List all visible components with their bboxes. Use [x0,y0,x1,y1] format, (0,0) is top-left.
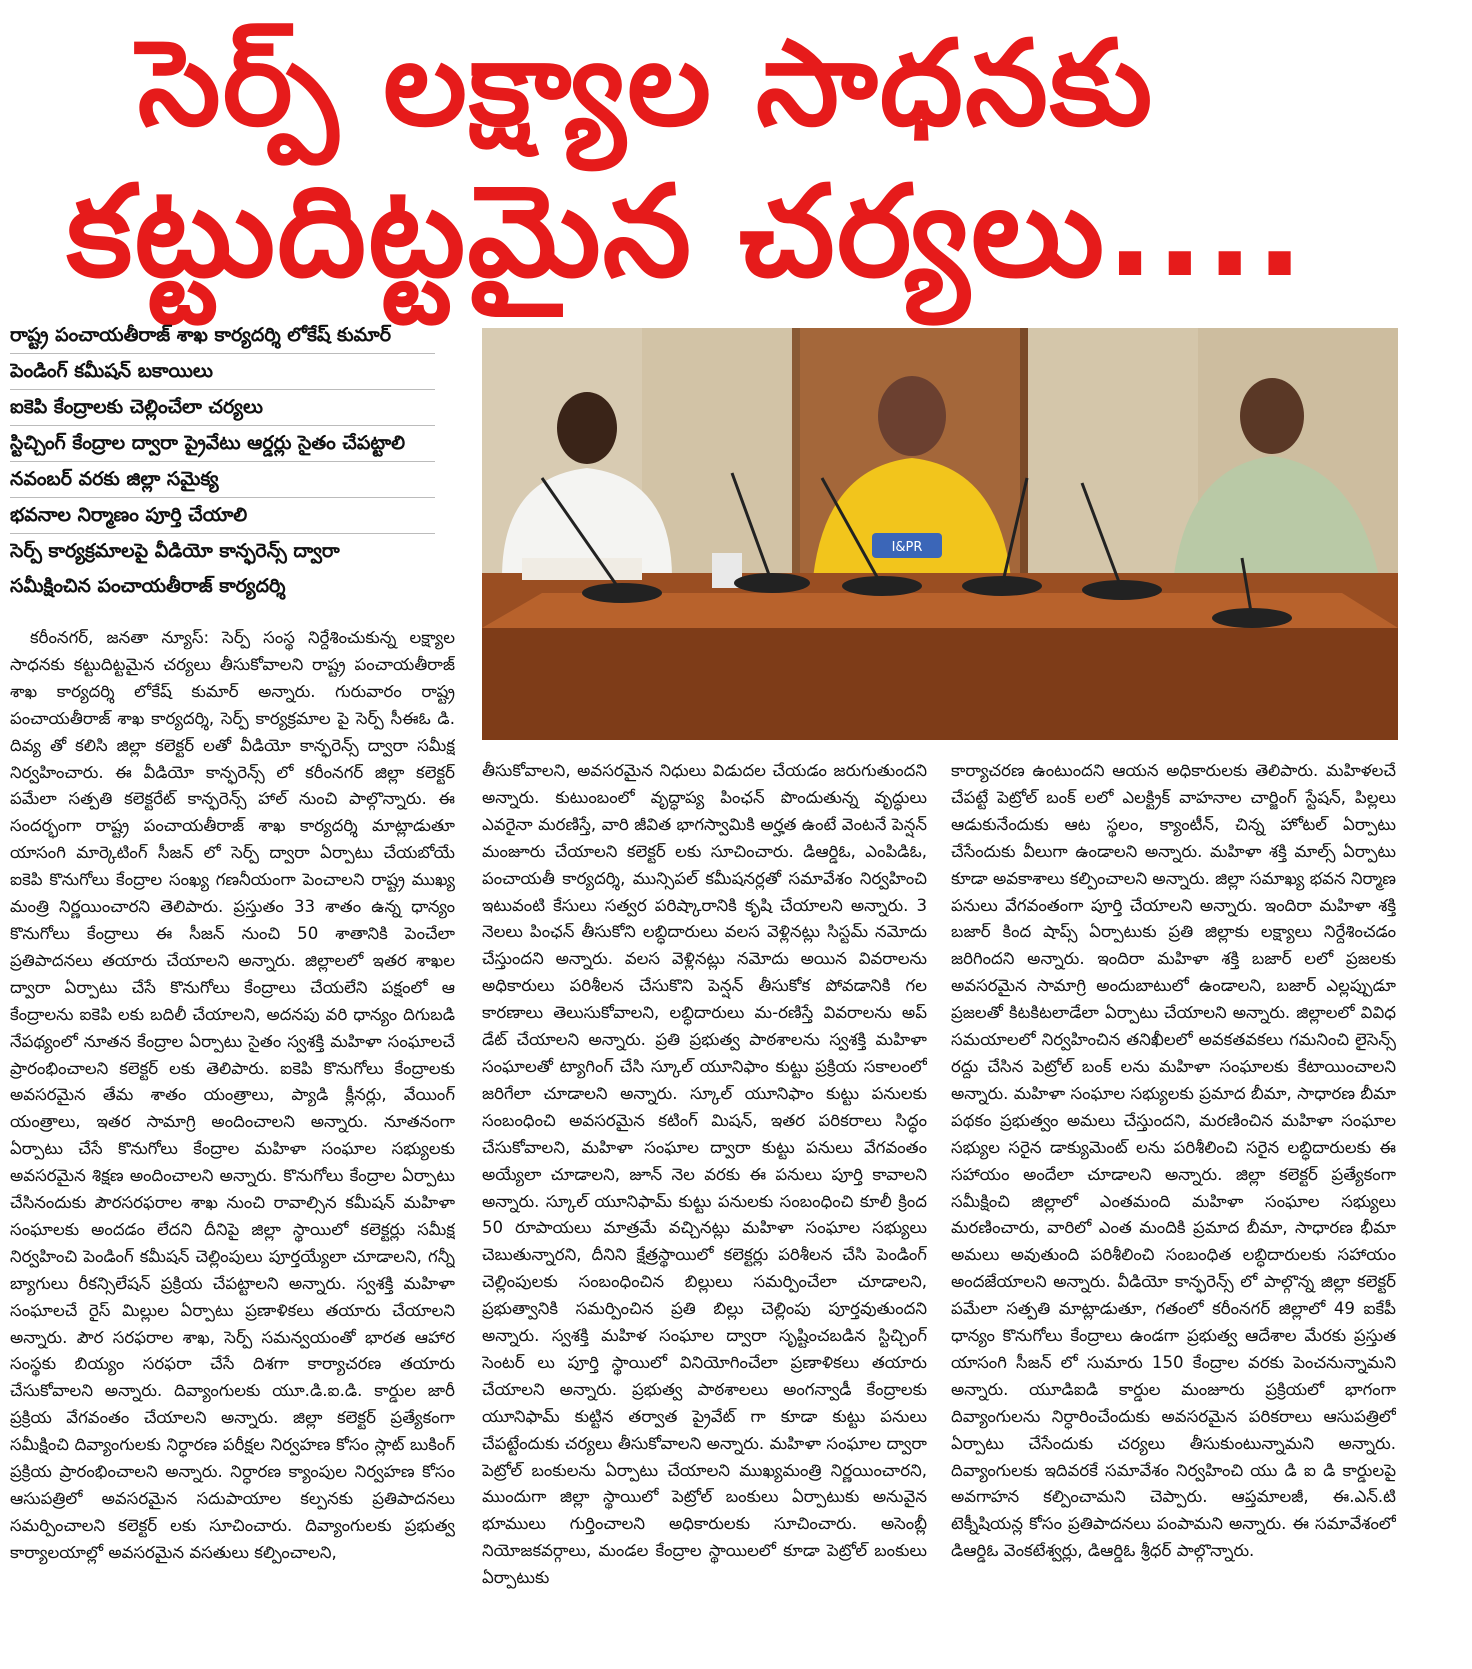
highlight-item: పెండింగ్ కమీషన్ బకాయిలు [10,354,435,390]
highlight-item: స్టిచ్చింగ్ కేంద్రాల ద్వారా ప్రైవేటు ఆర్డర్లు సైతం చేపట్టాలి [10,426,435,462]
headline-line-2: కట్టుదిట్టమైన చర్యలు.... [66,158,1306,305]
meeting-photo-illustration [482,328,1398,740]
ipr-badge: I&PR [891,540,923,555]
article-column-3: కార్యాచరణ ఉంటుందని ఆయన అధికారులకు తెలిపారు. మహిళలచే చేపట్టే పెట్రోల్ బంక్ లలో ఎలక్ట్రిక్ వాహనాల చార్జింగ్ స్టేషన్, పిల్లలు ఆడుకునేందుకు ఆట స్థలం, క్యాంటీన్, చిన్న హోటల్ ఏర్పాటు చేసేందుకు వీలుగా ఉండాలని అన్నారు. మహిళా శక్తి మాల్స్ ఏర్పాటు కూడా అవకాశాలు కల్పించాలని అన్నారు. జిల్లా సమాఖ్య భవన నిర్మాణ పనులు వేగవంతంగా పూర్తి చేయాలని అన్నారు. ఇందిరా మహిళా శక్తి బజార్ కింద షాప్స్ ఏర్పాటుకు ప్రతి జిల్లాకు లక్ష్యాలు నిర్దేశించడం జరిగిందని అన్నారు. ఇందిరా మహిళా శక్తి బజార్ లలో ప్రజలకు అవసరమైన సామాగ్రి అందుబాటులో ఉండాలని, బజార్ ఎల్లప్పుడూ ప్రజలతో కిటకిటలాడేలా ఏర్పాటు చేయాలని అన్నారు. జిల్లాలలో వివిధ సమయాలలో నిర్వహించిన తనిఖీలలో అవకతవకలు గమనించి లైసెన్స్ రద్దు చేసిన పెట్రోల్ బంక్ లను మహిళా సంఘాలకు కేటాయించాలని అన్నారు. మహిళా సంఘాల సభ్యులకు ప్రమాద బీమా, సాధారణ బీమా పథకం ప్రభుత్వం అమలు చేస్తుందని, మరణించిన మహిళా సంఘాల సభ్యుల సరైన డాక్యుమెంట్ లను పరిశీలించి సరైన లబ్ధిదారులకు ఈ సహాయం అందేలా చూడాలని అన్నారు. జిల్లా కలెక్టర్ ప్రత్యేకంగా సమీక్షించి జిల్లాలో ఎంతమంది మహిళా సంఘాల సభ్యులు మరణించారు, వారిలో ఎంత మందికి ప్రమాద బీమా, సాధారణ భీమా అమలు అవుతుంది పరిశీలించి సంబంధిత లబ్ధిదారులకు సహాయం అందజేయాలని అన్నారు. వీడియో కాన్ఫరెన్స్ లో పాల్గొన్న జిల్లా కలెక్టర్ పమేలా సత్పతి మాట్లాడుతూ, గతంలో కరీంనగర్ జిల్లాలో 49 ఐకేపీ ధాన్యం కొనుగోలు కేంద్రాలు ఉండగా ప్రభుత్వ ఆదేశాల మేరకు ప్రస్తుత యాసంగి సీజన్ లో సుమారు 150 కేంద్రాల వరకు పెంచనున్నామని అన్నారు. యూడిఐడి కార్డుల మంజూరు ప్రక్రియలో భాగంగా దివ్యాంగులను నిర్ధారించేందుకు అవసరమైన పరికరాలు ఆసుపత్రిలో ఏర్పాటు చేసేందుకు చర్యలు తీసుకుంటున్నామని అన్నారు. దివ్యాంగులకు ఇదివరకే సమావేశం నిర్వహించి యు డి ఐ డి కార్డులపై అవగాహన కల్పించామని చెప్పారు. ఆప్తమాలజీ, ఈ.ఎన్.టి టెక్నీషియన్ల కోసం ప్రతిపాదనలు పంపామని అన్నారు. ఈ సమావేశంలో డిఆర్డిఓ వెంకటేశ్వర్లు, డిఆర్డిఓ శ్రీధర్ పాల్గొన్నారు. [951,761,1396,1561]
article-column-2: తీసుకోవాలని, అవసరమైన నిధులు విడుదల చేయడం జరుగుతుందని అన్నారు. కుటుంబంలో వృద్ధాప్య పింఛన్ పొందుతున్న వృద్ధులు ఎవరైనా మరణిస్తే, వారి జీవిత భాగస్వామికి అర్హత ఉంటే వెంటనే పెన్షన్ మంజూరు చేయాలని కలెక్టర్ లకు సూచించారు. డిఆర్డిఓ, ఎంపిడిఓ, పంచాయతీ కార్యదర్శి, మున్సిపల్ కమీషనర్లతో సమావేశం నిర్వహించి ఇటువంటి కేసులు సత్వర పరిష్కారానికి కృషి చేయాలని అన్నారు. 3 నెలలు పింఛన్ తీసుకోని లబ్ధిదారులు వలస వెళ్లినట్లు సిస్టమ్ నమోదు చేస్తుందని అన్నారు. వలస వెళ్లినట్లు నమోదు అయిన వివరాలను అధికారులు పరిశీలన చేసుకొని పెన్షన్ తీసుకోక పోవడానికి గల కారణాలు తెలుసుకోవాలని, లబ్ధిదారులు మ-రణిస్తే వివరాలను అప్ డేట్ చేయాలని అన్నారు. ప్రతి ప్రభుత్వ పాఠశాలను స్వశక్తి మహిళా సంఘాలతో ట్యాగింగ్ చేసి స్కూల్ యూనిఫాం కుట్టు ప్రక్రియ సకాలంలో జరిగేలా చూడాలని అన్నారు. స్కూల్ యూనిఫాం కుట్టు పనులకు సంబంధించి అవసరమైన కటింగ్ మిషన్, ఇతర పరికరాలు సిద్ధం చేసుకోవాలని, మహిళా సంఘాల ద్వారా కుట్టు పనులు వేగవంతం అయ్యేలా చూడాలని, జూన్ నెల వరకు ఈ పనులు పూర్తి కావాలని అన్నారు. స్కూల్ యూనిఫామ్ కుట్టు పనులకు సంబంధించి కూలీ క్రింద 50 రూపాయలు మాత్రమే వచ్చినట్లు మహిళా సంఘాల సభ్యులు చెబుతున్నారని, దీనిని క్షేత్రస్థాయిలో కలెక్టర్లు పరిశీలన చేసి పెండింగ్ చెల్లింపులకు సంబంధించిన బిల్లులు సమర్పించేలా చూడాలని, ప్రభుత్వానికి సమర్పించిన ప్రతి బిల్లు చెల్లింపు పూర్తవుతుందని అన్నారు. స్వశక్తి మహిళ సంఘాల ద్వారా సృష్టించబడిన స్టిచ్చింగ్ సెంటర్ లు పూర్తి స్థాయిలో వినియోగించేలా ప్రణాళికలు తయారు చేయాలని అన్నారు. ప్రభుత్వ పాఠశాలలు అంగన్వాడీ కేంద్రాలకు యూనిఫామ్ కుట్టిన తర్వాత ప్రైవేట్ గా కూడా కుట్టు పనులు చేపట్టేందుకు చర్యలు తీసుకోవాలని అన్నారు. మహిళా సంఘాల ద్వారా పెట్రోల్ బంకులను ఏర్పాటు చేయాలని ముఖ్యమంత్రి నిర్ణయించారని, ముందుగా జిల్లా స్థాయిలో పెట్రోల్ బంకులు ఏర్పాటుకు అనువైన భూములు గుర్తించాలని అధికారులకు సూచించారు. అసెంబ్లీ నియోజకవర్గాలు, మండల కేంద్రాల స్థాయిలలో కూడా పెట్రోల్ బంకులు ఏర్పాటుకు [482,761,927,1588]
highlight-item: సెర్ప్ కార్యక్రమాలపై వీడియో కాన్ఫరెన్స్ ద్వారా [10,540,340,562]
highlight-item: నవంబర్ వరకు జిల్లా సమైక్య [10,462,435,498]
highlight-item: రాష్ట్ర పంచాయతీరాజ్ శాఖ కార్యదర్శి లోకేష్ కుమార్ [10,318,435,354]
headline-line-1: సెర్ప్ లక్ష్యాల సాధనకు [137,14,1155,152]
article-column-1: కరీంనగర్, జనతా న్యూస్: సెర్ప్ సంస్థ నిర్దేశించుకున్న లక్ష్యాల సాధనకు కట్టుదిట్టమైన చర్యలు తీసుకోవాలని రాష్ట్ర పంచాయతీరాజ్ శాఖ కార్యదర్శి లోకేష్ కుమార్ అన్నారు. గురువారం రాష్ట్ర పంచాయతీరాజ్ శాఖ కార్యదర్శి, సెర్ప్ కార్యక్రమాల పై సెర్ప్ సీఈఓ డి. దివ్య తో కలిసి జిల్లా కలెక్టర్ లతో వీడియో కాన్ఫరెన్స్ ద్వారా సమీక్ష నిర్వహించారు. ఈ వీడియో కాన్ఫరెన్స్ లో కరీంనగర్ జిల్లా కలెక్టర్ పమేలా సత్పతి కలెక్టరేట్ కాన్ఫరెన్స్ హాల్ నుంచి పాల్గొన్నారు. ఈ సందర్భంగా రాష్ట్ర పంచాయతీరాజ్ శాఖ కార్యదర్శి మాట్లాడుతూ యాసంగి మార్కెటింగ్ సీజన్ లో సెర్ప్ ద్వారా ఏర్పాటు చేయబోయే ఐకెపి కొనుగోలు కేంద్రాల సంఖ్య గణనీయంగా పెంచాలని రాష్ట్ర ముఖ్య మంత్రి నిర్ణయించారని తెలిపారు. ప్రస్తుతం 33 శాతం ఉన్న ధాన్యం కొనుగోలు కేంద్రాలు ఈ సీజన్ నుంచి 50 శాతానికి పెంచేలా ప్రతిపాదనలు తయారు చేయాలని అన్నారు. జిల్లాలలో ఇతర శాఖల ద్వారా ఏర్పాటు చేసే కొనుగోలు కేంద్రాలు చేయలేని పక్షంలో ఆ కేంద్రాలను ఐకెపి లకు బదిలీ చేయాలని, అదనపు వరి ధాన్యం దిగుబడి నేపథ్యంలో నూతన కేంద్రాల ఏర్పాటు సైతం స్వశక్తి మహిళా సంఘాలచే ప్రారంభించాలని కలెక్టర్ లకు తెలిపారు. ఐకెపి కొనుగోలు కేంద్రాలకు అవసరమైన తేమ శాతం యంత్రాలు, ప్యాడి క్లీనర్లు, వేయింగ్ యంత్రాలు, ఇతర సామాగ్రి అందించాలని అన్నారు. నూతనంగా ఏర్పాటు చేసే కొనుగోలు కేంద్రాల మహిళా సంఘాల సభ్యులకు అవసరమైన శిక్షణ అందించాలని అన్నారు. కొనుగోలు కేంద్రాల ఏర్పాటు చేసినందుకు పౌరసరఫరాల శాఖ నుంచి రావాల్సిన కమీషన్ మహిళా సంఘాలకు అందడం లేదని దీనిపై జిల్లా స్థాయిలో కలెక్టర్లు సమీక్ష నిర్వహించి పెండింగ్ కమీషన్ చెల్లింపులు పూర్తయ్యేలా చూడాలని, గన్నీ బ్యాగులు రీకన్సిలేషన్ ప్రక్రియ చేపట్టాలని అన్నారు. స్వశక్తి మహిళా సంఘాలచే రైస్ మిల్లుల ఏర్పాటు ప్రణాళికలు తయారు చేయాలని అన్నారు. పౌర సరఫరాల శాఖ, సెర్ప్ సమన్వయంతో భారత ఆహార సంస్థకు బియ్యం సరఫరా చేసే దిశగా కార్యాచరణ తయారు చేసుకోవాలని అన్నారు. దివ్యాంగులకు యూ.డి.ఐ.డి. కార్డుల జారీ ప్రక్రియ వేగవంతం చేయాలని అన్నారు. జిల్లా కలెక్టర్ ప్రత్యేకంగా సమీక్షించి దివ్యాంగులకు నిర్ధారణ పరీక్షల నిర్వహణ కోసం స్లాట్ బుకింగ్ ప్రక్రియ ప్రారంభించాలని అన్నారు. నిర్ధారణ క్యాంపుల నిర్వహణ కోసం ఆసుపత్రిలో అవసరమైన సదుపాయాల కల్పనకు ప్రతిపాదనలు సమర్పించాలని కలెక్టర్ లకు సూచించారు. దివ్యాంగులకు ప్రభుత్వ కార్యాలయాల్లో అవసరమైన వసతులు కల్పించాలని, [10,628,455,1562]
highlights-list [10,318,435,604]
meeting-photo [482,328,1398,740]
highlight-item: ఐకెపి కేంద్రాలకు చెల్లించేలా చర్యలు [10,390,435,426]
highlight-item: భవనాల నిర్మాణం పూర్తి చేయాలి [10,498,435,534]
highlight-item: సమీక్షించిన పంచాయతీరాజ్ కార్యదర్శి [10,575,286,597]
